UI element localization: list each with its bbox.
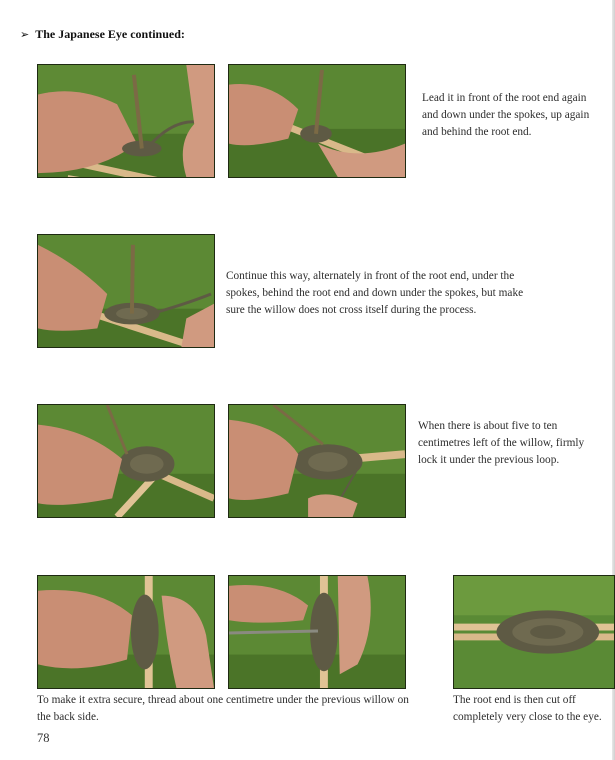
step-photo-2 bbox=[37, 234, 215, 348]
step-photo-4b bbox=[228, 575, 406, 689]
step-photo-3b bbox=[228, 404, 406, 518]
step-caption-1: Lead it in front of the root end again and down under the spokes, up again and behind the root end. bbox=[422, 92, 590, 138]
arrow-bullet-icon: ➢ bbox=[20, 29, 30, 41]
page-number: 78 bbox=[37, 731, 50, 745]
step-photo-4a bbox=[37, 575, 215, 689]
step-caption-4: To make it extra secure, thread about one centimetre under the previous willow on the back side. bbox=[37, 694, 409, 723]
step-photo-3a bbox=[37, 404, 215, 518]
step-caption-3: When there is about five to ten centimetres left of the willow, firmly lock it under the previous loop. bbox=[418, 420, 585, 466]
step-caption-2: Continue this way, alternately in front of the root end, under the spokes, behind the root end and down under the spokes, but make sure the willow does not cross itself during the process. bbox=[226, 270, 524, 316]
section-heading bbox=[20, 27, 185, 42]
step-caption-5: The root end is then cut off completely very close to the eye. bbox=[453, 694, 602, 723]
step-photo-1a bbox=[37, 64, 215, 178]
section-title: The Japanese Eye continued: bbox=[35, 27, 185, 41]
step-photo-4c bbox=[453, 575, 615, 689]
step-photo-1b bbox=[228, 64, 406, 178]
